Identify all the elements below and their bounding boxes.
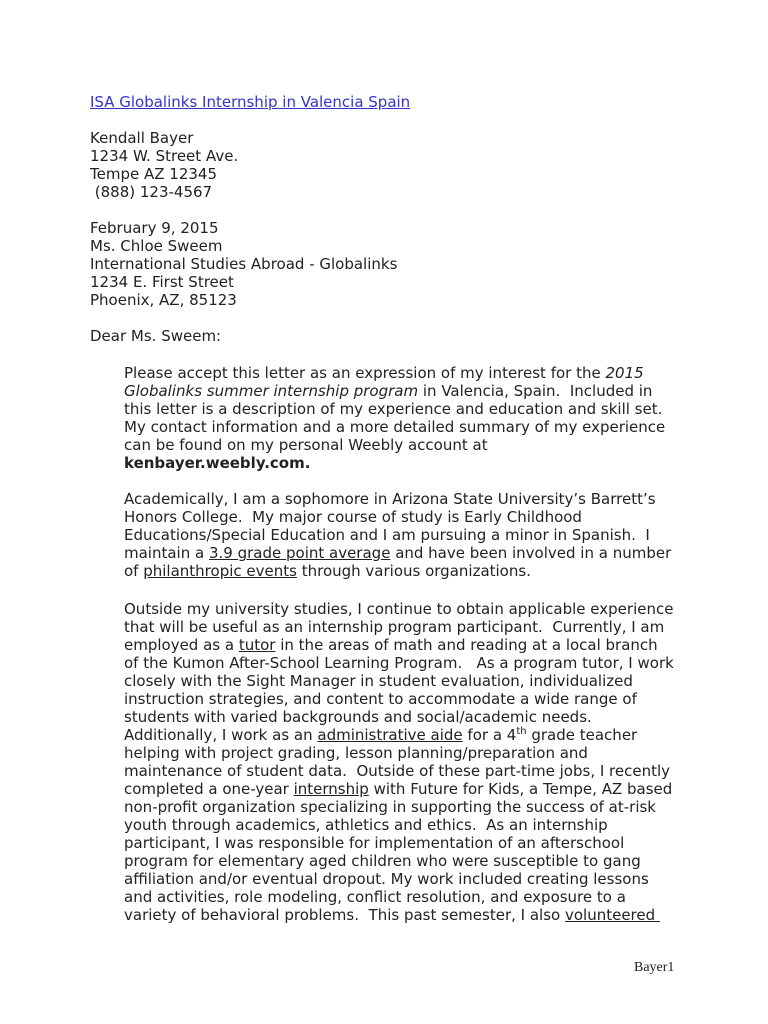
internship-title-link[interactable]: ISA Globalinks Internship in Valencia Spain <box>90 93 411 111</box>
text-line: students with varied backgrounds and social/academic needs. <box>124 708 592 726</box>
letter-date: February 9, 2015 <box>90 219 219 237</box>
salutation <box>90 327 221 345</box>
text-line: Educations/Special Education and I am pursuing a minor in Spanish. I <box>124 526 650 544</box>
text-line: this letter is a description of my experience and education and skill set. <box>124 400 663 418</box>
text-line: completed a one-year internship with Future for Kids, a Tempe, AZ based <box>124 780 673 798</box>
text-line: affiliation and/or eventual dropout. My work included creating lessons <box>124 870 649 888</box>
tutor-underlined: tutor <box>238 636 276 654</box>
internship-underlined: internship <box>293 780 369 798</box>
text-line: Honors College. My major course of study is Early Childhood <box>124 508 582 526</box>
paragraph-experience <box>124 600 684 924</box>
text-line: can be found on my personal Weebly account at <box>124 436 488 454</box>
text-line: Academically, I am a sophomore in Arizona State University’s Barrett’s <box>124 490 656 508</box>
paragraph-academics <box>124 490 684 580</box>
page-footer-label: Bayer1 <box>634 960 675 975</box>
text-line: program for elementary aged children who were susceptible to gang <box>124 852 641 870</box>
volunteered-underlined: volunteered <box>564 906 660 924</box>
text-line: maintenance of student data. Outside of these part-time jobs, I recently <box>124 762 671 780</box>
recipient-name: Ms. Chloe Sweem <box>90 237 223 255</box>
sender-phone: (888) 123-4567 <box>90 183 213 201</box>
sender-name: Kendall Bayer <box>90 129 194 147</box>
text-line: instruction strategies, and content to accommodate a wide range of <box>124 690 637 708</box>
text-line: that will be useful as an internship program participant. Currently, I am <box>124 618 665 636</box>
recipient-street: 1234 E. First Street <box>90 273 234 291</box>
recipient-address-block <box>90 219 397 309</box>
text-line: My contact information and a more detailed summary of my experience <box>124 418 666 436</box>
salutation-text: Dear Ms. Sweem: <box>90 327 222 345</box>
text-line: closely with the Sight Manager in student evaluation, individualized <box>124 672 633 690</box>
sender-city: Tempe AZ 12345 <box>90 165 217 183</box>
paragraph-intro <box>124 364 684 472</box>
philanthropic-underlined: philanthropic events <box>143 562 297 580</box>
text-line: Globalinks summer internship program in Valencia, Spain. Included in <box>124 382 653 400</box>
recipient-city: Phoenix, AZ, 85123 <box>90 291 237 309</box>
text-line: variety of behavioral problems. This past semester, I also volunteered <box>124 906 660 924</box>
recipient-organization: International Studies Abroad - Globalinks <box>90 255 398 273</box>
aide-underlined: administrative aide <box>317 726 463 744</box>
text-line: maintain a 3.9 grade point average and have been involved in a number <box>124 544 672 562</box>
sender-address-block <box>90 129 238 201</box>
text-line: non-profit organization specializing in supporting the success of at-risk <box>124 798 656 816</box>
sender-street: 1234 W. Street Ave. <box>90 147 239 165</box>
text-line: youth through academics, athletics and ethics. As an internship <box>124 816 608 834</box>
text-line: employed as a tutor in the areas of math and reading at a local branch <box>124 636 658 654</box>
text-line: helping with project grading, lesson planning/preparation and <box>124 744 588 762</box>
text-line: of the Kumon After-School Learning Program. As a program tutor, I work <box>124 654 674 672</box>
text-line: participant, I was responsible for implementation of an afterschool <box>124 834 625 852</box>
gpa-underlined: 3.9 grade point average <box>208 544 391 562</box>
weebly-url: kenbayer.weebly.com. <box>124 454 311 472</box>
text-line: Outside my university studies, I continue to obtain applicable experience <box>124 600 674 618</box>
text-line: and activities, role modeling, conflict resolution, and exposure to a <box>124 888 626 906</box>
text-line: of philanthropic events through various organizations. <box>124 562 531 580</box>
text-line: Additionally, I work as an administrative aide for a 4th grade teacher <box>124 726 638 744</box>
text-line: Please accept this letter as an expression of my interest for the 2015 <box>124 364 644 382</box>
